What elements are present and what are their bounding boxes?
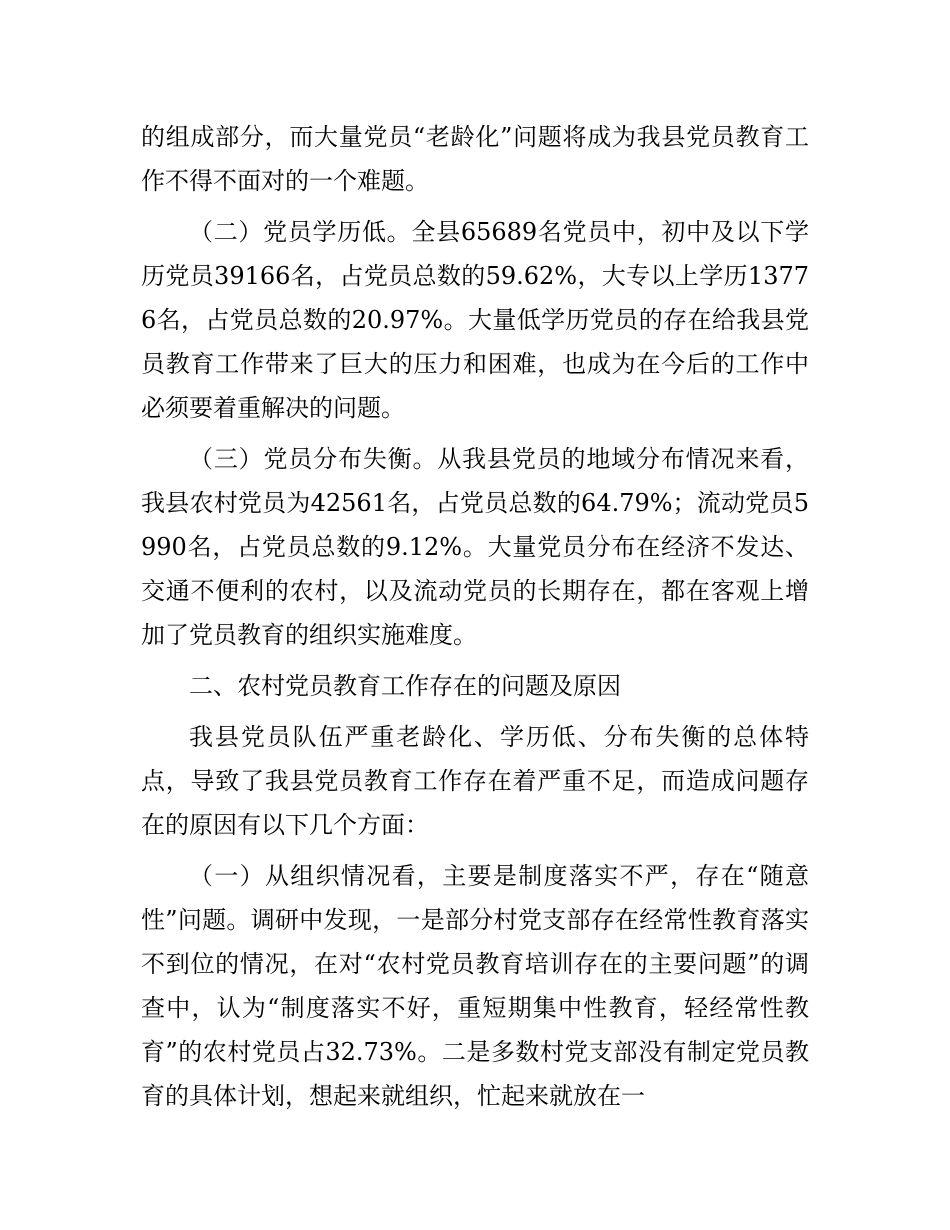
document-body bbox=[141, 115, 809, 1125]
paragraph-organization-issues: （一）从组织情况看，主要是制度落实不严，存在“随意性”问题。调研中发现，一是部分村党支部存在经常性教育落实不到位的情况，在对“农村党员教育培训存在的主要问题”的调查中，认为“制度落实不好，重短期集中性教育，轻经常性教育”的农村党员占32.73%。二是多数村党支部没有制定党员教育的具体计划，想起来就组织，忙起来就放在一 bbox=[141, 862, 809, 1110]
section-heading-problems-causes: 二、农村党员教育工作存在的问题及原因 bbox=[189, 672, 621, 700]
paragraph-causes-intro: 我县党员队伍严重老龄化、学历低、分布失衡的总体特点，导致了我县党员教育工作存在着严重不足，而造成问题存在的原因有以下几个方面： bbox=[141, 723, 809, 839]
paragraph-aging-conclusion: 的组成部分，而大量党员“老龄化”问题将成为我县党员教育工作不得不面对的一个难题。 bbox=[141, 123, 809, 195]
paragraph-distribution-imbalance: （三）党员分布失衡。从我县党员的地域分布情况来看，我县农村党员为42561名，占党员总数的64.79%；流动党员5990名，占党员总数的9.12%。大量党员分布在经济不发达、交通不便利的农村，以及流动党员的长期存在，都在客观上增加了党员教育的组织实施难度。 bbox=[141, 445, 809, 649]
paragraph-low-education: （二）党员学历低。全县65689名党员中，初中及以下学历党员39166名，占党员总数的59.62%，大专以上学历13776名，占党员总数的20.97%。大量低学历党员的存在给我县党员教育工作带来了巨大的压力和困难，也成为在今后的工作中必须要着重解决的问题。 bbox=[141, 218, 809, 422]
